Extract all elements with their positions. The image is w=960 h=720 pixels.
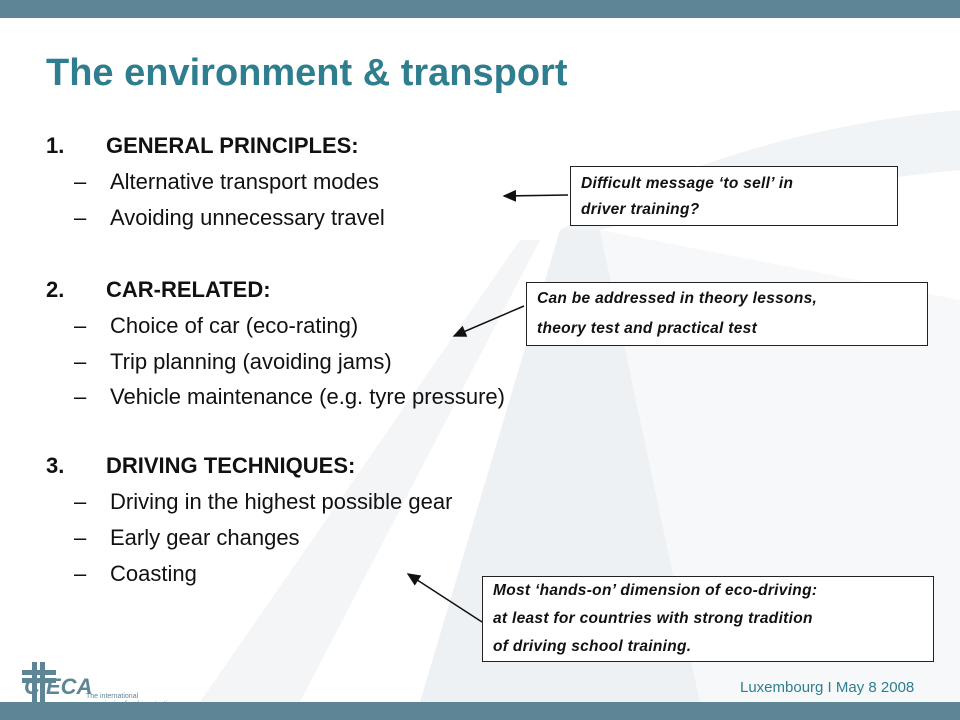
dash-bullet: – [74,349,87,374]
slide-title: The environment & transport [46,52,568,94]
list-item [46,200,606,236]
dash-bullet: – [74,525,87,550]
callout-box [570,166,898,226]
dash-bullet: – [74,489,87,514]
section-number: 1. [46,133,65,158]
callout-box [482,576,934,662]
section-number: 3. [46,453,65,478]
list-item-text: Early gear changes [110,525,300,550]
list-item-text: Coasting [110,561,197,586]
section-heading [46,272,606,308]
list-item-text: Alternative transport modes [110,169,380,194]
logo-tagline: The international [86,693,139,700]
section-title: DRIVING TECHNIQUES: [106,453,356,478]
list-item [46,164,606,200]
callout-box [526,282,928,346]
list-item [46,308,606,344]
section-heading [46,128,606,164]
callout-line: driver training? [581,201,700,218]
list-item [46,344,606,380]
list-item-text: Vehicle maintenance (e.g. tyre pressure) [110,384,505,409]
list-item-text: Trip planning (avoiding jams) [110,349,392,374]
logo-wordmark: CIECA [24,674,93,699]
dash-bullet: – [74,384,87,409]
callout-line: at least for countries with strong tradition [493,610,813,627]
section-title: CAR-RELATED: [106,277,271,302]
callout-line: Most ‘hands-on’ dimension of eco-driving: [493,582,818,599]
list-item-text: Driving in the highest possible gear [110,489,453,514]
list-item [46,484,606,520]
section-heading [46,448,606,484]
top-bar [0,0,960,18]
callout-line: theory test and practical test [537,320,758,337]
dash-bullet: – [74,561,87,586]
footer-location-date: Luxembourg I May 8 2008 [740,679,915,696]
section-title: GENERAL PRINCIPLES: [106,133,359,158]
dash-bullet: – [74,205,87,230]
callout-line: of driving school training. [493,638,692,655]
section-number: 2. [46,277,65,302]
list-item [46,380,526,414]
callout-line: Difficult message ‘to sell’ in [581,175,794,192]
bottom-bar [0,702,960,720]
slide-content [46,128,606,592]
dash-bullet: – [74,313,87,338]
list-item [46,520,606,556]
list-item-text: Avoiding unnecessary travel [110,205,385,230]
list-item-text: Choice of car (eco-rating) [110,313,359,338]
callout-line: Can be addressed in theory lessons, [537,290,818,307]
dash-bullet: – [74,169,87,194]
